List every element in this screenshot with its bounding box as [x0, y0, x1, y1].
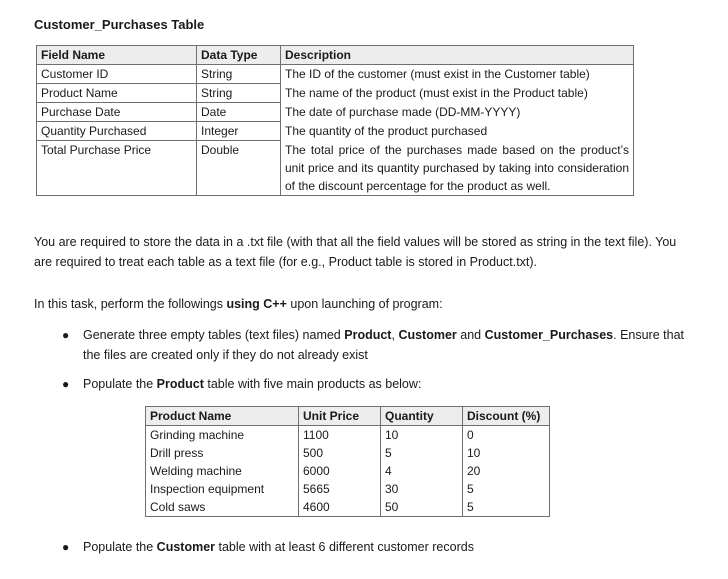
table-header-row [146, 407, 550, 426]
unit-price-cell: 500 [299, 444, 381, 462]
header-unit-price: Unit Price [299, 407, 381, 426]
customer-purchases-fields-table [36, 45, 634, 196]
data-type-cell: Double [197, 141, 281, 196]
quantity-cell: 30 [381, 480, 463, 498]
discount-cell: 5 [463, 498, 550, 517]
field-name-cell: Product Name [37, 84, 197, 103]
description-cell: The name of the product (must exist in the Product table) [281, 84, 634, 103]
page-title: Customer_Purchases Table [34, 17, 205, 32]
field-name-cell: Total Purchase Price [37, 141, 197, 196]
description-cell: The total price of the purchases made based on the product’s unit price and its quantity purchased by taking into consideration of the discount percentage for the product as well. [281, 141, 634, 196]
task-intro-text-end: upon launching of program: [286, 297, 443, 311]
quantity-cell: 5 [381, 444, 463, 462]
task-intro-text: In this task, perform the followings [34, 297, 227, 311]
header-data-type: Data Type [197, 46, 281, 65]
product-name-cell: Grinding machine [146, 426, 299, 445]
product-name-cell: Cold saws [146, 498, 299, 517]
data-type-cell: String [197, 84, 281, 103]
bullet-generate-tables [62, 325, 692, 365]
description-cell: The quantity of the product purchased [281, 122, 634, 141]
field-name-cell: Quantity Purchased [37, 122, 197, 141]
data-type-cell: String [197, 65, 281, 84]
header-field-name: Field Name [37, 46, 197, 65]
discount-cell: 0 [463, 426, 550, 445]
unit-price-cell: 5665 [299, 480, 381, 498]
table-header-row [37, 46, 634, 65]
quantity-cell: 10 [381, 426, 463, 445]
table-row [146, 480, 550, 498]
table-row [37, 141, 634, 196]
products-table [145, 406, 550, 517]
header-description: Description [281, 46, 634, 65]
table-row [37, 84, 634, 103]
product-name-cell: Welding machine [146, 462, 299, 480]
table-row [37, 122, 634, 141]
unit-price-cell: 1100 [299, 426, 381, 445]
storage-instructions-paragraph: You are required to store the data in a .txt file (with that all the field values will be stored as string in the text file). You are required to treat each table as a text file (for e.g., Product table is stored in Product.txt). [34, 235, 677, 269]
quantity-cell: 4 [381, 462, 463, 480]
bullet-text: Populate the Product table with five main products as below: [83, 377, 422, 391]
task-intro-paragraph [34, 297, 443, 311]
discount-cell: 5 [463, 480, 550, 498]
unit-price-cell: 4600 [299, 498, 381, 517]
description-cell: The ID of the customer (must exist in the Customer table) [281, 65, 634, 84]
quantity-cell: 50 [381, 498, 463, 517]
bullet-populate-customer [62, 537, 692, 557]
task-intro-bold: using C++ [226, 297, 287, 311]
bullet-text: Generate three empty tables (text files) named Product, Customer and Customer_Purchases. Ensure that the files are created only if they do not already exist [83, 328, 684, 362]
bullet-dot-icon: ● [62, 540, 70, 554]
header-discount: Discount (%) [463, 407, 550, 426]
bullet-dot-icon: ● [62, 328, 70, 342]
table-row [146, 444, 550, 462]
product-name-cell: Inspection equipment [146, 480, 299, 498]
discount-cell: 20 [463, 462, 550, 480]
field-name-cell: Customer ID [37, 65, 197, 84]
data-type-cell: Integer [197, 122, 281, 141]
field-name-cell: Purchase Date [37, 103, 197, 122]
unit-price-cell: 6000 [299, 462, 381, 480]
table-row [37, 103, 634, 122]
header-product-name: Product Name [146, 407, 299, 426]
description-cell: The date of purchase made (DD-MM-YYYY) [281, 103, 634, 122]
bullet-text: Populate the Customer table with at least 6 different customer records [83, 540, 474, 554]
table-row [37, 65, 634, 84]
header-quantity: Quantity [381, 407, 463, 426]
data-type-cell: Date [197, 103, 281, 122]
bullet-populate-product [62, 374, 692, 394]
discount-cell: 10 [463, 444, 550, 462]
bullet-dot-icon: ● [62, 377, 70, 391]
table-row [146, 426, 550, 445]
product-name-cell: Drill press [146, 444, 299, 462]
table-row [146, 498, 550, 517]
table-row [146, 462, 550, 480]
